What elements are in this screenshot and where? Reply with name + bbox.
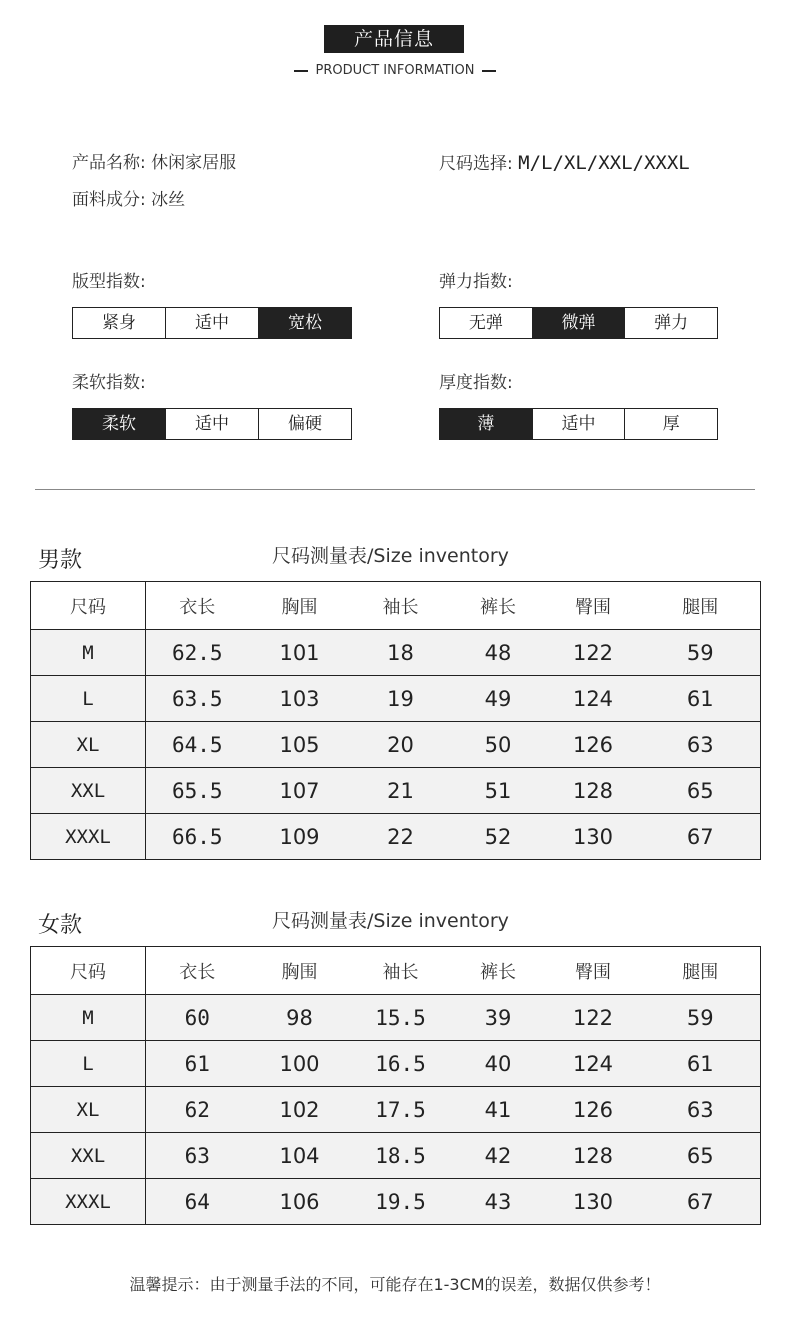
size-cell: L	[31, 676, 146, 722]
measure-cell: 63.5	[171, 686, 223, 711]
thickness-option: 厚	[624, 409, 717, 439]
measure-cell: 106	[279, 1189, 320, 1214]
measure-cell: 67	[686, 1189, 714, 1214]
measure-cell: 22	[387, 824, 414, 849]
measure-cell: 122	[572, 1005, 614, 1030]
measure-cell: 18	[387, 640, 414, 665]
header-cell: 衣长	[179, 596, 216, 618]
measure-cell: 102	[279, 1097, 320, 1122]
measure-cell: 104	[279, 1143, 320, 1168]
table-row	[31, 1133, 761, 1179]
header-cell: 裤长	[480, 596, 516, 618]
size-cell: XXXL	[31, 814, 146, 860]
stretch-option: 弹力	[624, 308, 717, 338]
measure-cell: 130	[572, 1189, 614, 1214]
measure-cell: 60	[184, 1005, 210, 1030]
measure-cell: 18.5	[375, 1143, 426, 1168]
header-cell: 臀围	[575, 596, 611, 618]
measure-cell: 124	[572, 1051, 614, 1076]
measure-cell: 52	[484, 824, 512, 849]
thickness-index-label: 厚度指数:	[439, 373, 513, 393]
stretch-index-scale	[439, 307, 718, 339]
header-cell: 袖长	[382, 596, 419, 618]
stretch-index-label: 弹力指数:	[439, 272, 513, 292]
measure-cell: 61	[184, 1051, 210, 1076]
size-cell: XXL	[31, 768, 146, 814]
measure-cell: 50	[484, 732, 512, 757]
product-name-value: 休闲家居服	[151, 153, 237, 173]
measure-cell: 61	[686, 686, 714, 711]
fabric-label: 面料成分:	[72, 190, 146, 210]
table-row	[31, 768, 761, 814]
fit-index-scale	[72, 307, 352, 339]
table-row	[31, 676, 761, 722]
header-cell: 胸围	[281, 961, 318, 983]
table-row	[31, 995, 761, 1041]
size-cell: XXL	[31, 1133, 146, 1179]
measure-cell: 63	[686, 732, 714, 757]
header-cell: 衣长	[179, 961, 216, 983]
measure-cell: 15.5	[375, 1005, 426, 1030]
fit-option: 宽松	[258, 308, 351, 338]
footer-note: 温馨提示：由于测量手法的不同，可能存在1-3CM的误差，数据仅供参考！	[129, 1275, 661, 1294]
measure-cell: 41	[484, 1097, 512, 1122]
table-row	[31, 1041, 761, 1087]
measure-cell: 130	[572, 824, 614, 849]
product-name-label: 产品名称:	[72, 153, 146, 173]
header-cell: 腿围	[682, 596, 719, 618]
measure-cell: 126	[572, 1097, 614, 1122]
measure-cell: 42	[484, 1143, 512, 1168]
product-name-row	[72, 152, 236, 174]
measure-cell: 16.5	[375, 1051, 426, 1076]
table-row	[31, 1179, 761, 1225]
size-cell: XL	[31, 722, 146, 768]
measure-cell: 66.5	[171, 824, 223, 849]
measure-cell: 40	[484, 1051, 512, 1076]
header-cell: 尺码	[31, 947, 146, 995]
table-header-row	[31, 947, 761, 995]
measure-cell: 59	[686, 640, 714, 665]
measure-cell: 65.5	[171, 778, 223, 803]
measure-cell: 63	[686, 1097, 714, 1122]
right-dash	[482, 70, 496, 72]
measure-cell: 98	[286, 1005, 313, 1030]
header-cell: 裤长	[480, 961, 516, 983]
size-select-value: M/L/XL/XXL/XXXL	[518, 152, 690, 174]
size-cell: L	[31, 1041, 146, 1087]
section-subtitle	[250, 62, 540, 80]
measure-cell: 128	[572, 778, 614, 803]
thickness-option: 适中	[532, 409, 625, 439]
header-cell: 臀围	[575, 961, 611, 983]
measure-cell: 122	[572, 640, 614, 665]
thickness-option: 薄	[440, 409, 532, 439]
measure-cell: 67	[686, 824, 714, 849]
table-header-row	[31, 582, 761, 630]
header-cell: 胸围	[281, 596, 318, 618]
measure-cell: 126	[572, 732, 614, 757]
fabric-value: 冰丝	[151, 190, 186, 210]
measure-cell: 100	[279, 1051, 320, 1076]
size-cell: XXXL	[31, 1179, 146, 1225]
women-size-table	[30, 946, 761, 1225]
size-select-label: 尺码选择:	[439, 154, 513, 174]
softness-option: 偏硬	[258, 409, 351, 439]
divider	[35, 489, 755, 490]
measure-cell: 103	[279, 686, 320, 711]
men-table-title: 尺码测量表/Size inventory	[272, 545, 509, 567]
softness-index-scale	[72, 408, 352, 440]
table-row	[31, 630, 761, 676]
measure-cell: 65	[686, 778, 714, 803]
measure-cell: 101	[279, 640, 320, 665]
left-dash	[294, 70, 308, 72]
measure-cell: 65	[686, 1143, 714, 1168]
measure-cell: 64.5	[171, 732, 223, 757]
stretch-option: 无弹	[468, 313, 503, 333]
measure-cell: 62.5	[171, 640, 223, 665]
fit-option: 紧身	[102, 313, 136, 333]
measure-cell: 48	[484, 640, 512, 665]
size-cell: M	[31, 995, 146, 1041]
measure-cell: 63	[184, 1143, 210, 1168]
women-table-title: 尺码测量表/Size inventory	[272, 910, 509, 932]
men-size-table	[30, 581, 761, 860]
measure-cell: 59	[686, 1005, 714, 1030]
fabric-row	[72, 189, 185, 211]
measure-cell: 128	[572, 1143, 614, 1168]
softness-index-label: 柔软指数:	[72, 373, 146, 393]
size-cell: M	[31, 630, 146, 676]
measure-cell: 107	[279, 778, 320, 803]
header-cell: 袖长	[382, 961, 419, 983]
table-row	[31, 722, 761, 768]
header-cell: 尺码	[31, 582, 146, 630]
measure-cell: 20	[387, 732, 414, 757]
measure-cell: 124	[572, 686, 614, 711]
measure-cell: 62	[184, 1097, 210, 1122]
fit-option: 适中	[165, 308, 258, 338]
stretch-option: 微弹	[532, 308, 625, 338]
thickness-index-scale	[439, 408, 718, 440]
women-section-title: 女款	[38, 913, 83, 938]
measure-cell: 21	[387, 778, 414, 803]
measure-cell: 51	[484, 778, 512, 803]
measure-cell: 64	[184, 1189, 210, 1214]
subtitle-text: PRODUCT INFORMATION	[315, 63, 475, 78]
measure-cell: 19.5	[375, 1189, 426, 1214]
header-cell: 腿围	[682, 961, 719, 983]
size-select-row	[439, 152, 690, 175]
measure-cell: 61	[686, 1051, 714, 1076]
fit-index-label: 版型指数:	[72, 272, 146, 292]
measure-cell: 39	[484, 1005, 512, 1030]
measure-cell: 17.5	[375, 1097, 426, 1122]
measure-cell: 105	[279, 732, 320, 757]
measure-cell: 43	[484, 1189, 512, 1214]
softness-option: 柔软	[73, 409, 165, 439]
size-cell: XL	[31, 1087, 146, 1133]
table-row	[31, 814, 761, 860]
measure-cell: 109	[279, 824, 320, 849]
measure-cell: 19	[387, 686, 414, 711]
section-title-badge: 产品信息	[324, 25, 464, 53]
measure-cell: 49	[484, 686, 512, 711]
softness-option: 适中	[165, 409, 258, 439]
men-section-title: 男款	[38, 548, 83, 573]
table-row	[31, 1087, 761, 1133]
